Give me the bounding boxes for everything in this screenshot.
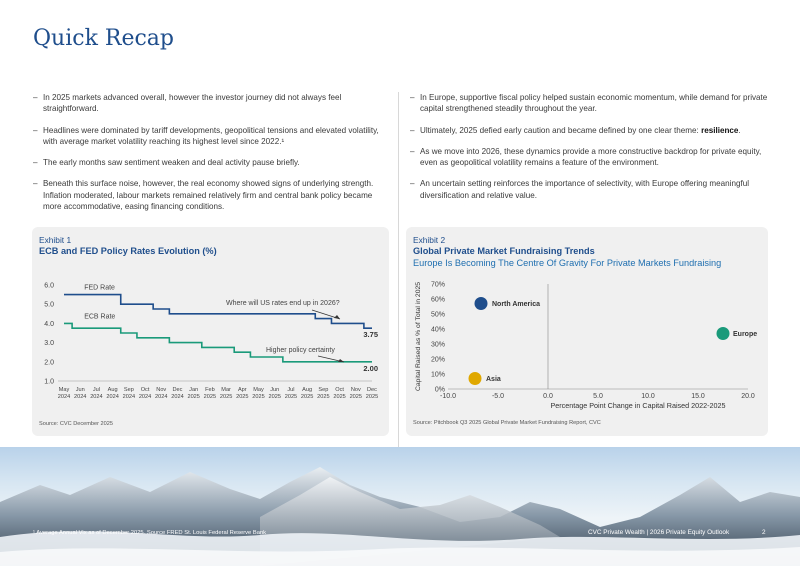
exhibit-1-card <box>32 227 389 436</box>
x-tick-year: 2025 <box>187 394 200 400</box>
x-tick-year: 2024 <box>73 394 87 400</box>
x-tick-year: 2025 <box>203 394 217 400</box>
x-tick-month: May <box>58 387 70 393</box>
x-tick-month: May <box>253 387 264 393</box>
y-tick-label: 2.0 <box>44 359 54 367</box>
y-tick-label: 70% <box>430 281 445 289</box>
x-tick-year: 2024 <box>57 394 71 400</box>
x-tick-month: Dec <box>367 387 377 393</box>
fundraising-scatter-chart <box>406 271 768 421</box>
x-tick-year: 2025 <box>252 394 265 400</box>
x-tick-year: 2025 <box>219 394 233 400</box>
series-name-label: FED Rate <box>84 284 115 292</box>
x-tick-year: 2025 <box>268 394 281 400</box>
x-tick-label: -10.0 <box>440 393 456 400</box>
x-tick-month: Nov <box>156 387 167 393</box>
y-tick-label: 10% <box>430 371 445 379</box>
y-tick-label: 4.0 <box>44 320 54 328</box>
x-tick-month: Oct <box>335 387 344 393</box>
x-tick-month: Aug <box>107 387 118 393</box>
x-tick-year: 2025 <box>349 394 363 400</box>
y-tick-label: 20% <box>430 356 445 364</box>
exhibit-1-label: Exhibit 1 <box>39 235 72 245</box>
series-end-label: 3.75 <box>363 330 378 340</box>
x-tick-month: Feb <box>205 387 215 393</box>
series-end-label: 2.00 <box>363 363 378 373</box>
series-name-label: ECB Rate <box>84 313 116 321</box>
x-tick-month: Jun <box>75 387 85 393</box>
page-title: Quick Recap <box>33 26 174 51</box>
scatter-point-europe <box>717 327 730 340</box>
scatter-point-label: Asia <box>486 376 501 383</box>
x-tick-month: Jul <box>92 387 100 393</box>
x-tick-label: 10.0 <box>641 393 655 400</box>
x-tick-month: Jan <box>189 387 199 393</box>
exhibit-2-label: Exhibit 2 <box>413 235 446 245</box>
exhibit-2-subtitle: Europe Is Becoming The Centre Of Gravity For Private Markets Fundraising <box>413 258 722 268</box>
exhibit-1-title: ECB and FED Policy Rates Evolution (%) <box>39 246 217 256</box>
x-tick-year: 2024 <box>122 394 136 400</box>
x-tick-year: 2025 <box>317 394 330 400</box>
left-bullet: – Beneath this surface noise, however, the real economy showed signs of underlying strength. Inflation moderated, labour markets remained relatively firm and central bank policy became more accommodative, easing financing conditions. <box>33 178 388 212</box>
y-tick-label: 50% <box>430 311 445 319</box>
x-tick-year: 2025 <box>365 394 379 400</box>
x-tick-year: 2024 <box>90 394 103 400</box>
mountain-illustration <box>0 447 800 566</box>
y-tick-label: 6.0 <box>44 282 54 290</box>
scatter-point-north-america <box>475 297 488 310</box>
x-tick-month: Jul <box>287 387 295 393</box>
x-tick-month: Oct <box>140 387 150 393</box>
x-tick-label: 0.0 <box>543 393 553 400</box>
annotation-certainty: Higher policy certainty <box>266 347 335 354</box>
x-tick-year: 2024 <box>106 394 119 400</box>
page-number: 2 <box>762 529 766 536</box>
y-tick-label: 3.0 <box>44 340 54 348</box>
right-bullet: – As we move into 2026, these dynamics provide a more constructive backdrop for private equity, even as geopolitical volatility remains a feature of the environment. <box>410 146 770 169</box>
x-tick-year: 2024 <box>155 394 168 400</box>
left-bullet: – In 2025 markets advanced overall, however the investor journey did not always feel straightforward. <box>33 92 388 115</box>
resilience-emphasis: resilience <box>701 125 739 135</box>
right-bullet: – In Europe, supportive fiscal policy helped sustain economic momentum, while demand for private capital strengthened steadily throughout the year. <box>410 92 770 115</box>
x-tick-label: -5.0 <box>491 393 505 400</box>
x-tick-month: Mar <box>221 387 231 393</box>
x-tick-month: Sep <box>318 387 329 393</box>
y-tick-label: 30% <box>430 341 445 349</box>
x-tick-year: 2025 <box>236 394 249 400</box>
x-tick-month: Nov <box>350 387 361 393</box>
right-text-column <box>410 92 770 211</box>
footer-brand: CVC Private Wealth | 2026 Private Equity Outlook <box>588 529 730 536</box>
x-tick-month: Aug <box>302 387 313 393</box>
x-tick-month: Sep <box>123 387 134 393</box>
x-tick-label: 5.0 <box>593 393 603 400</box>
left-bullet: – The early months saw sentiment weaken and deal activity pause briefly. <box>33 157 388 168</box>
x-tick-month: Jun <box>270 387 280 393</box>
y-tick-label: 60% <box>430 296 445 304</box>
x-tick-year: 2025 <box>300 394 314 400</box>
y-tick-label: 5.0 <box>44 301 54 309</box>
right-bullet: – Ultimately, 2025 defied early caution and became defined by one clear theme: resilience. <box>410 125 770 136</box>
right-bullet: – An uncertain setting reinforces the importance of selectivity, with Europe offering meaningful diversification and relative value. <box>410 178 770 201</box>
mountain-banner-image <box>0 447 800 566</box>
x-tick-year: 2024 <box>138 394 152 400</box>
y-tick-label: 40% <box>430 326 445 334</box>
series-line-1 <box>64 323 372 361</box>
left-bullet: – Headlines were dominated by tariff developments, geopolitical tensions and elevated volatility, with average market volatility reaching its highest level since 2022.¹ <box>33 125 388 148</box>
x-tick-month: Apr <box>237 387 247 393</box>
footnote: ¹ Average Annual Vix as of December 2025. Source FRED St. Louis Federal Reserve Bank <box>33 530 267 536</box>
scatter-point-asia <box>469 372 482 385</box>
x-tick-month: Dec <box>172 387 183 393</box>
y-axis-label: Capital Raised as % of Total in 2025 <box>415 281 422 392</box>
exhibit-2-card <box>406 227 768 436</box>
annotation-us-rates: Where will US rates end up in 2026? <box>226 300 340 307</box>
y-tick-label: 0% <box>434 386 445 394</box>
left-text-column <box>33 92 388 222</box>
scatter-point-label: Europe <box>733 331 758 338</box>
x-tick-label: 15.0 <box>691 393 705 400</box>
exhibit-1-source: Source: CVC December 2025 <box>39 421 113 427</box>
rates-line-chart <box>32 267 389 442</box>
x-tick-label: 20.0 <box>741 393 755 400</box>
x-tick-year: 2025 <box>333 394 346 400</box>
x-tick-year: 2024 <box>171 394 184 400</box>
x-axis-label: Percentage Point Change in Capital Raised 2022-2025 <box>550 401 726 410</box>
scatter-point-label: North America <box>492 301 540 308</box>
exhibit-2-source: Source: Pitchbook Q3 2025 Global Private Market Fundraising Report, CVC <box>413 420 601 426</box>
y-tick-label: 1.0 <box>44 378 54 386</box>
exhibit-2-title: Global Private Market Fundraising Trends <box>413 246 595 256</box>
x-tick-year: 2025 <box>284 394 298 400</box>
